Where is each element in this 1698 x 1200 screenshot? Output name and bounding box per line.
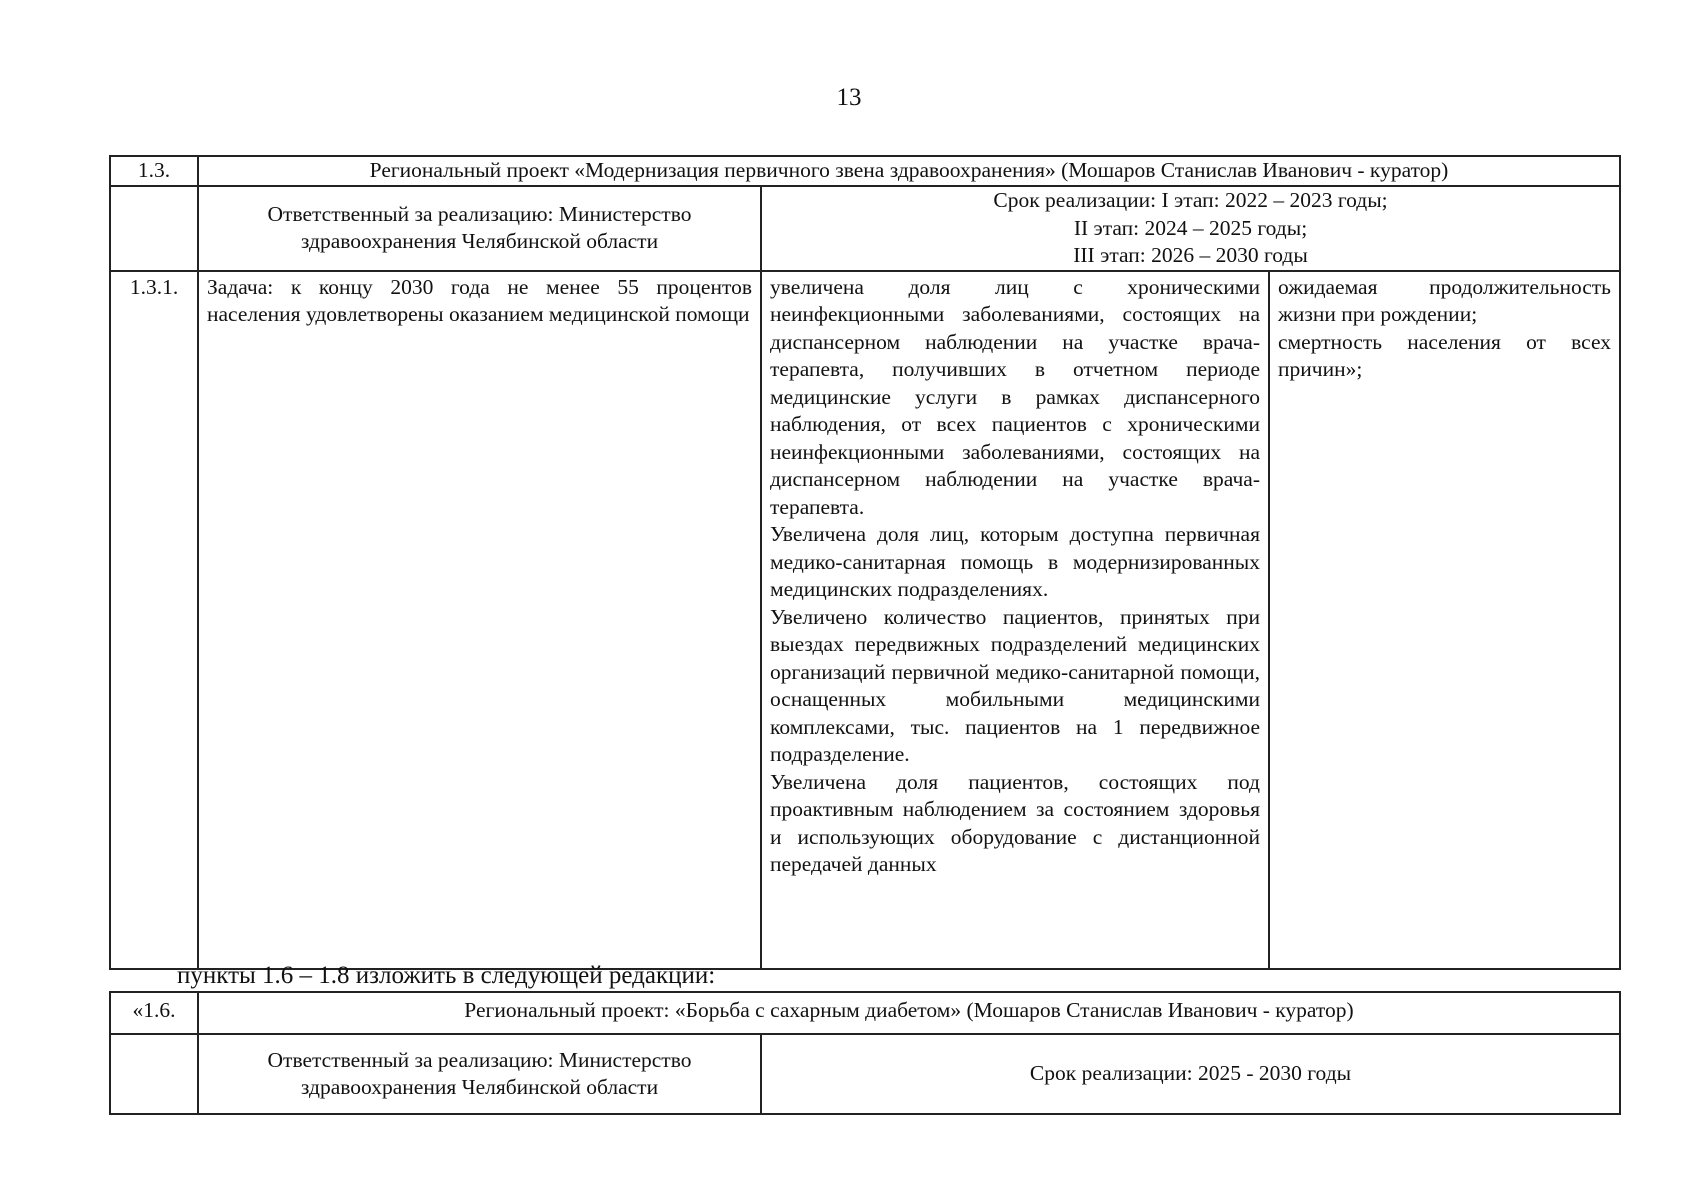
task-text: Задача: к концу 2030 года не менее 55 процентов населения удовлетворены оказанием медицинской помощи <box>198 271 761 969</box>
empty-cell <box>110 1034 198 1114</box>
indicator-item: смертность населения от всех причин»; <box>1278 329 1611 381</box>
project-title: Региональный проект «Модернизация первичного звена здравоохранения» (Мошаров Станислав Иванович - куратор) <box>198 156 1620 186</box>
responsible-line: Ответственный за реализацию: Министерство <box>267 1047 692 1072</box>
project-number: «1.6. <box>110 992 198 1034</box>
responsible-row <box>110 186 1620 271</box>
responsible-line: Ответственный за реализацию: Министерство <box>267 201 692 226</box>
results-cell <box>761 271 1269 969</box>
responsible-line: здравоохранения Челябинской области <box>300 1075 659 1099</box>
project-title: Региональный проект: «Борьба с сахарным диабетом» (Мошаров Станислав Иванович - куратор) <box>198 992 1620 1034</box>
term-line: Срок реализации: I этап: 2022 – 2023 годы; <box>993 188 1388 212</box>
project-row <box>110 156 1620 186</box>
result-paragraph: Увеличена доля пациентов, состоящих под проактивным наблюдением за состоянием здоровья и использующих оборудование с дистанционной передачей данных <box>770 769 1260 876</box>
task-row <box>110 271 1620 969</box>
responsible-cell <box>198 186 761 271</box>
project-table-1-3 <box>109 155 1621 970</box>
project-number: 1.3. <box>110 156 198 186</box>
empty-cell <box>110 186 198 271</box>
result-paragraph: Увеличена доля лиц, которым доступна первичная медико-санитарная помощь в модернизированных медицинских подразделениях. <box>770 522 1260 601</box>
result-paragraph: увеличена доля лиц с хроническими неинфекционными заболеваниями, состоящих на диспансерном наблюдении на участке врача-терапевта, получивших в отчетном периоде медицинские услуги в рамках диспансерного наблюдения, от всех пациентов с хроническими неинфекционными заболеваниями, состоящих на диспансерном наблюдении на участке врача-терапевта. <box>770 274 1260 519</box>
responsible-cell <box>198 1034 761 1114</box>
term-cell <box>761 186 1620 271</box>
result-paragraph: Увеличено количество пациентов, принятых при выездах передвижных подразделений медицинских организаций первичной медико-санитарной помощи, оснащенных мобильными медицинскими комплексами, тыс. пациентов на 1 передвижное подразделение. <box>770 604 1260 766</box>
term-line: II этап: 2024 – 2025 годы; <box>1073 215 1308 240</box>
project-row <box>110 992 1620 1034</box>
amendment-note: пункты 1.6 – 1.8 изложить в следующей редакции: <box>177 962 716 989</box>
responsible-row <box>110 1034 1620 1114</box>
term-cell: Срок реализации: 2025 - 2030 годы <box>761 1034 1620 1114</box>
term-line: III этап: 2026 – 2030 годы <box>1073 243 1308 267</box>
indicator-item: ожидаемая продолжительность жизни при рождении; <box>1278 274 1611 326</box>
responsible-line: здравоохранения Челябинской области <box>300 229 659 254</box>
project-table-1-6 <box>109 991 1621 1115</box>
task-number: 1.3.1. <box>110 271 198 969</box>
indicators-cell <box>1269 271 1620 969</box>
page-number: 13 <box>836 84 862 111</box>
